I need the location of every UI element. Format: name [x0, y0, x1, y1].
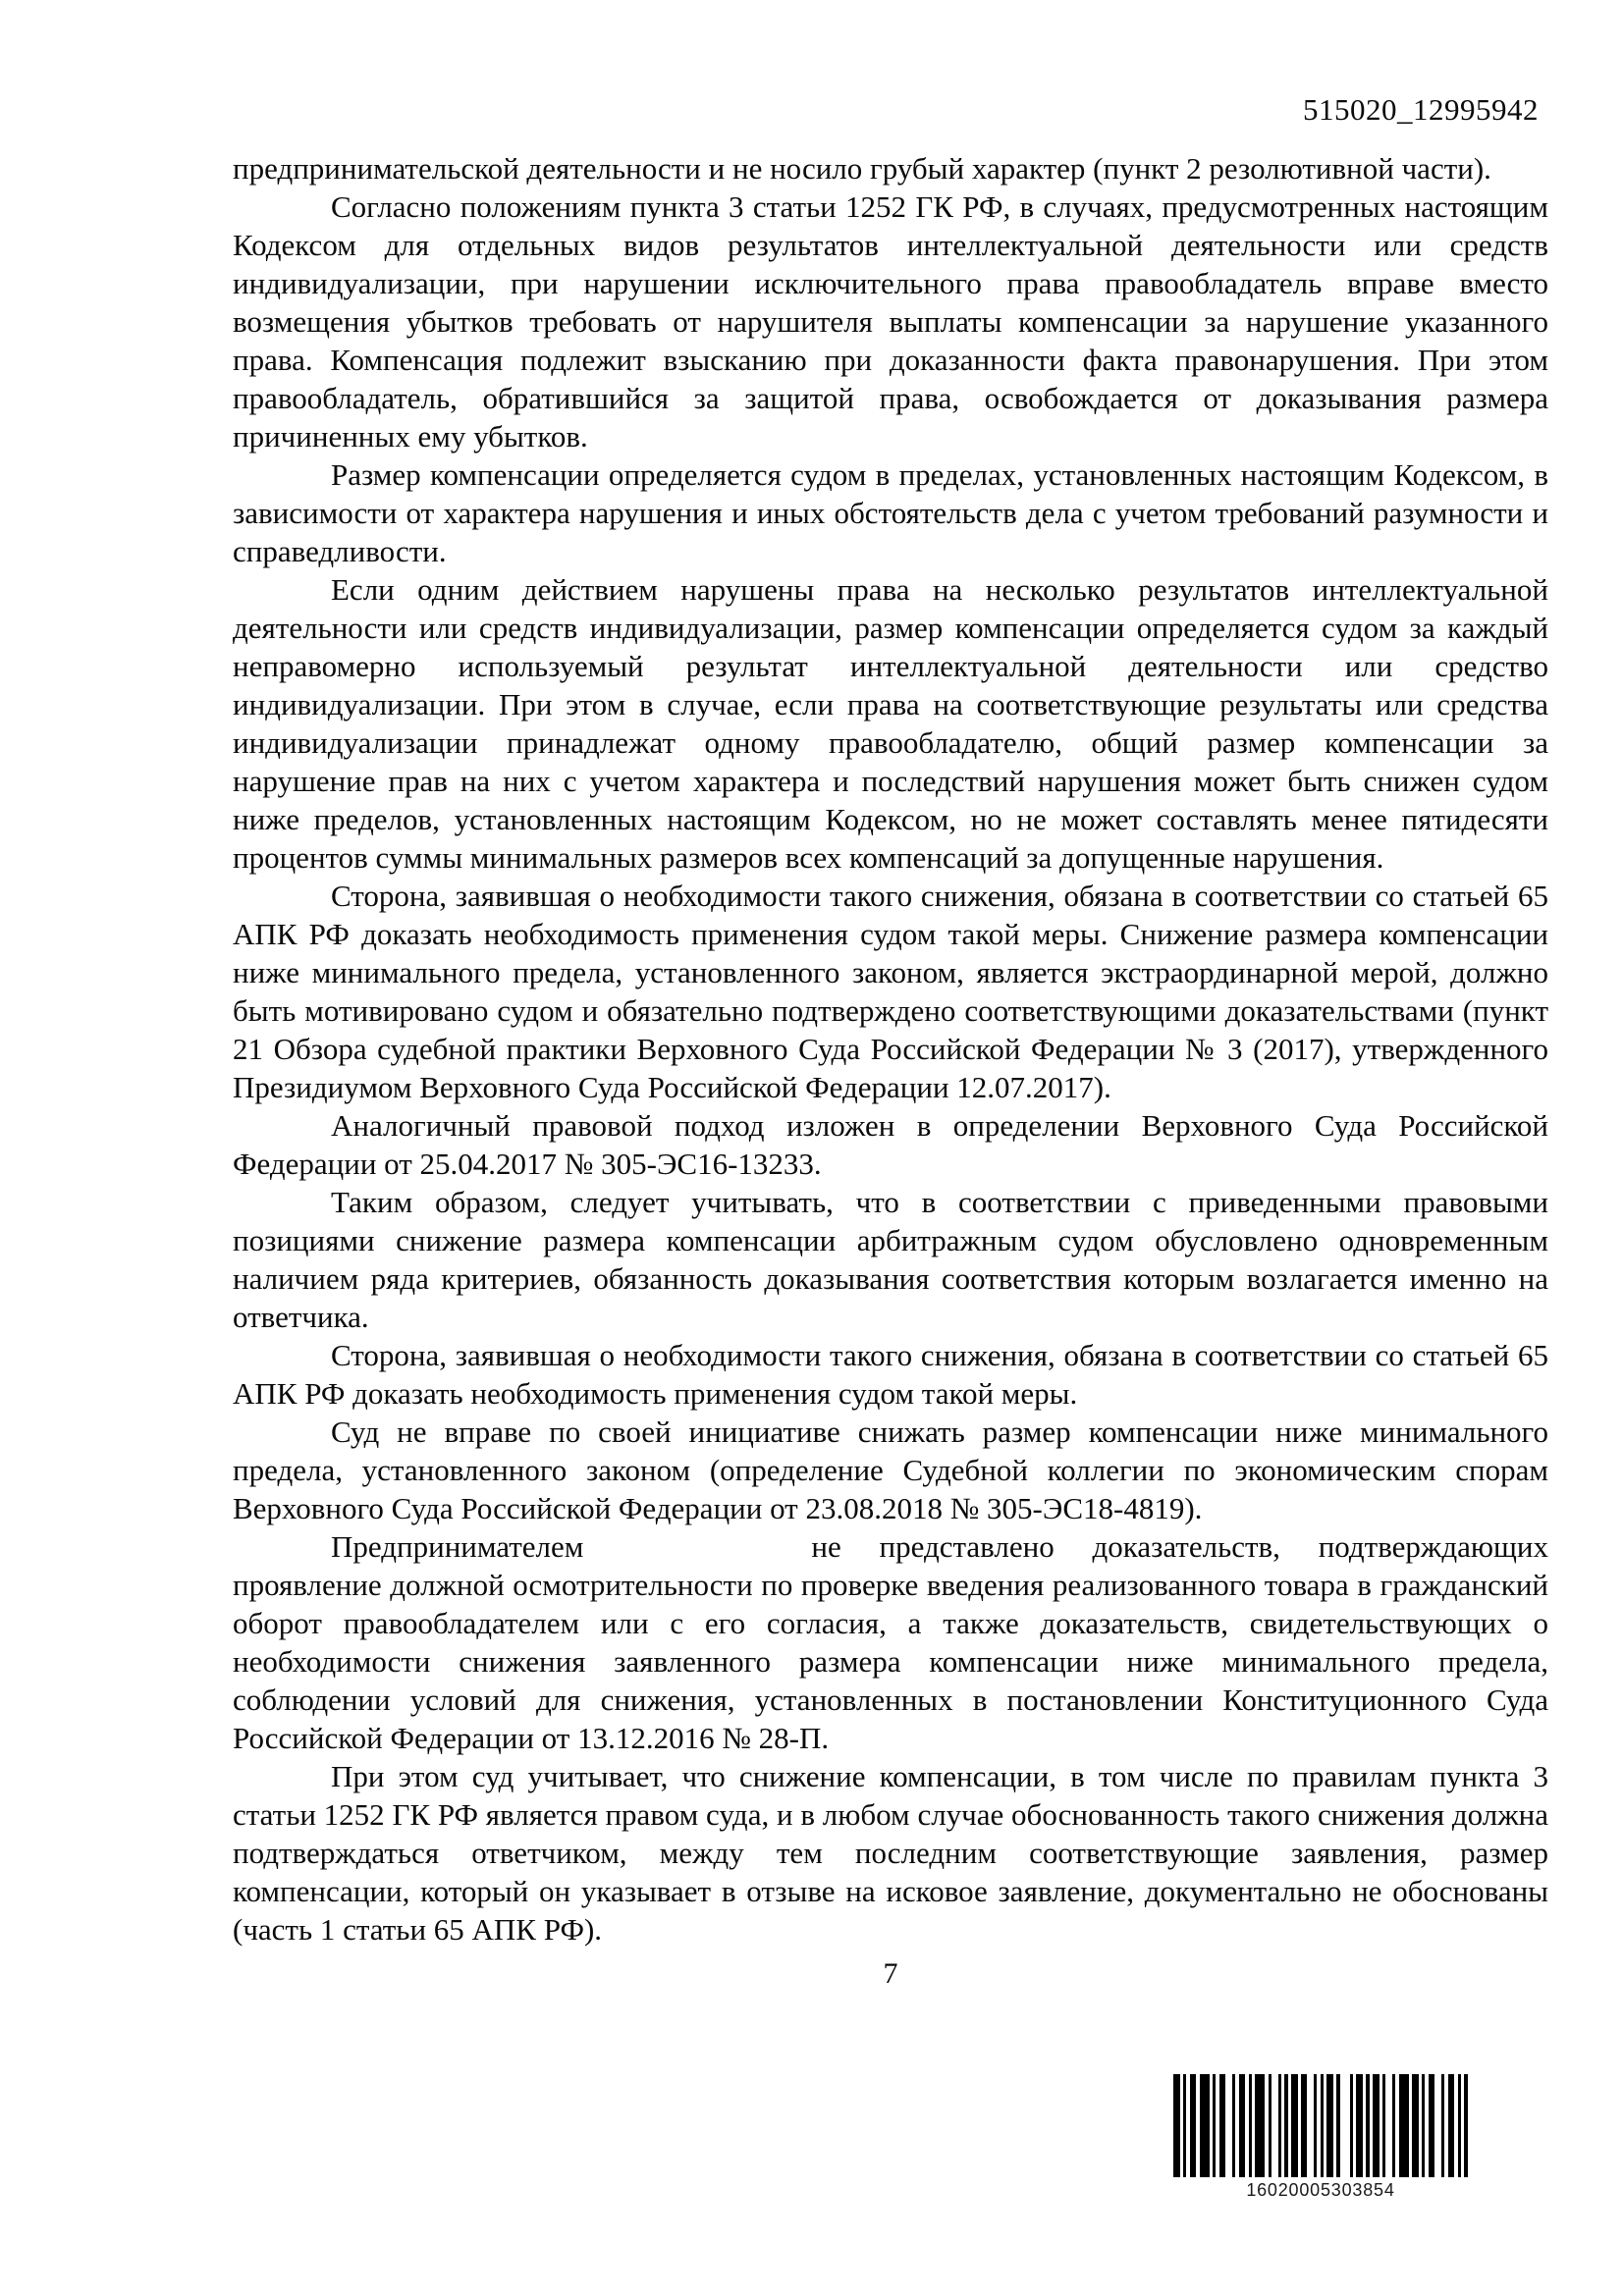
paragraph-rest: не представлено доказательств, подтверждающих проявление должной осмотрительности по проверке введения реализованного товара в гражданский оборот правообладателем или с его согласия, а также доказательств, свидетельствующих о необходимости снижения заявленного размера компенсации ниже минимального предела, соблюдении условий для снижения, установленных в постановлении Конституционного Суда Российской Федерации от 13.12.2016 № 28-П. [233, 1529, 1548, 1755]
paragraph: Суд не вправе по своей инициативе снижать размер компенсации ниже минимального предела, установленного законом (определение Судебной коллегии по экономическим спорам Верховного Суда Российской Федерации от 23.08.2018 № 305-ЭС18-4819). [233, 1415, 1548, 1525]
document-number: 515020_12995942 [1303, 92, 1539, 127]
paragraph: Таким образом, следует учитывать, что в соответствии с приведенными правовыми позициями снижение размера компенсации арбитражным судом обусловлено одновременным наличием ряда критериев, обязанность доказывания соответствия которым возлагается именно на ответчика. [233, 1185, 1548, 1334]
barcode [1173, 2074, 1468, 2201]
paragraph: предпринимательской деятельности и не носило грубый характер (пункт 2 резолютивной части). [233, 151, 1491, 186]
document-body [233, 149, 1548, 1993]
paragraph: Если одним действием нарушены права на несколько результатов интеллектуальной деятельности или средств индивидуализации, размер компенсации определяется судом за каждый неправомерно используемый результат интеллектуальной деятельности или средство индивидуализации. При этом в случае, если права на соответствующие результаты или средства индивидуализации принадлежат одному правообладателю, общий размер компенсации за нарушение прав на них с учетом характера и последствий нарушения может быть снижен судом ниже пределов, установленных настоящим Кодексом, но не может составлять менее пятидесяти процентов суммы минимальных размеров всех компенсаций за допущенные нарушения. [233, 572, 1548, 875]
page-number: 7 [883, 1957, 898, 1990]
paragraph-with-redaction [233, 1527, 1548, 1757]
paragraph: Размер компенсации определяется судом в пределах, установленных настоящим Кодексом, в зависимости от характера нарушения и иных обстоятельств дела с учетом требований разумности и справедливости. [233, 457, 1548, 568]
paragraph: Аналогичный правовой подход изложен в определении Верховного Суда Российской Федерации от 25.04.2017 № 305-ЭС16-13233. [233, 1108, 1548, 1181]
paragraph: При этом суд учитывает, что снижение компенсации, в том числе по правилам пункта 3 статьи 1252 ГК РФ является правом суда, и в любом случае обоснованность такого снижения должна подтверждаться ответчиком, между тем последним соответствующие заявления, размер компенсации, который он указывает в отзыве на исковое заявление, документально не обоснованы (часть 1 статьи 65 АПК РФ). [233, 1759, 1548, 1947]
paragraph-lead: Предпринимателем [331, 1529, 584, 1564]
paragraph: Сторона, заявившая о необходимости такого снижения, обязана в соответствии со статьей 65 АПК РФ доказать необходимость применения судом такой меры. Снижение размера компенсации ниже минимального предела, установленного законом, является экстраординарной мерой, должно быть мотивировано судом и обязательно подтверждено соответствующими доказательствами (пункт 21 Обзора судебной практики Верховного Суда Российской Федерации № 3 (2017), утвержденного Президиумом Верховного Суда Российской Федерации 12.07.2017). [233, 879, 1548, 1104]
paragraph: Согласно положениям пункта 3 статьи 1252 ГК РФ, в случаях, предусмотренных настоящим Кодексом для отдельных видов результатов интеллектуальной деятельности или средств индивидуализации, при нарушении исключительного права правообладатель вправе вместо возмещения убытков требовать от нарушителя выплаты компенсации за нарушение указанного права. Компенсация подлежит взысканию при доказанности факта правонарушения. При этом правообладатель, обратившийся за защитой права, освобождается от доказывания размера причиненных ему убытков. [233, 189, 1548, 454]
barcode-number: 16020005303854 [1246, 2180, 1395, 2200]
barcode-bars-icon [1173, 2074, 1468, 2177]
paragraph: Сторона, заявившая о необходимости такого снижения, обязана в соответствии со статьей 65 АПК РФ доказать необходимость применения судом такой меры. [233, 1338, 1548, 1411]
